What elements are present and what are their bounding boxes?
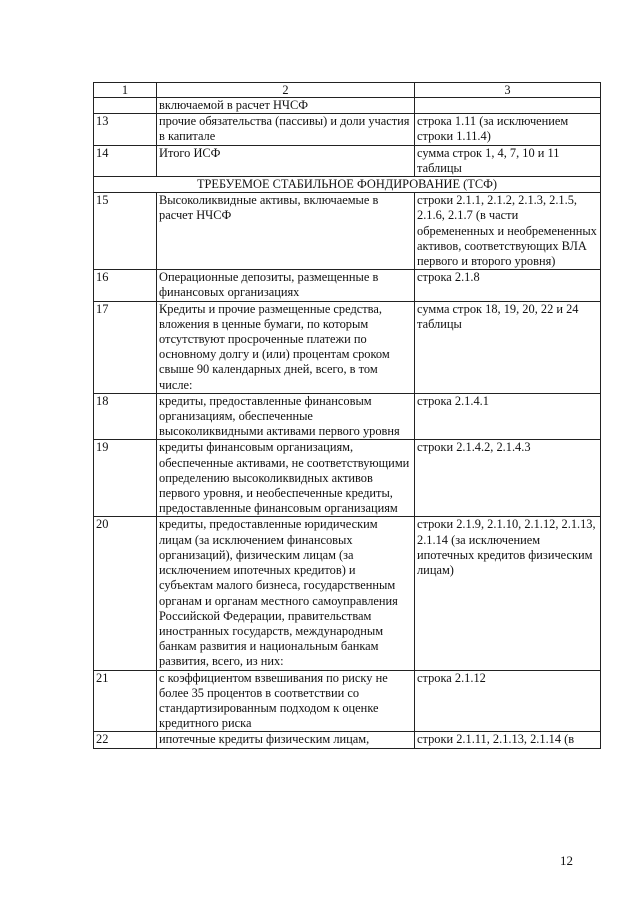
table-row — [94, 393, 601, 440]
source-cell: строка 2.1.4.1 — [415, 393, 601, 440]
table-row — [94, 517, 601, 670]
continuation-row — [94, 98, 601, 114]
table-row — [94, 301, 601, 393]
description-cell: ипотечные кредиты физическим лицам, — [157, 732, 415, 748]
row-number-cell: 22 — [94, 732, 157, 748]
description-cell: кредиты, предоставленные финансовым организациям, обеспеченные высоколиквидными активами первого уровня — [157, 393, 415, 440]
row-number-cell: 15 — [94, 193, 157, 270]
row-number-cell: 20 — [94, 517, 157, 670]
description-cell: с коэффициентом взвешивания по риску не более 35 процентов в соответствии со стандартизированным подходом к оценке кредитного риска — [157, 670, 415, 732]
description-cell: кредиты финансовым организациям, обеспеченные активами, не соответствующими определению высоколиквидных активов первого уровня, и необеспеченные кредиты, предоставленные финансовым организациям — [157, 440, 415, 517]
table-row — [94, 270, 601, 301]
source-cell — [415, 98, 601, 114]
description-cell: кредиты, предоставленные юридическим лицам (за исключением финансовых организаций), физическим лицам (за исключением ипотечных кредитов) и субъектам малого бизнеса, государственным органам и органам местного самоуправления Российской Федерации, правительствам иностранных государств, международным банкам развития и национальным банкам развития, всего, из них: — [157, 517, 415, 670]
source-cell: сумма строк 18, 19, 20, 22 и 24 таблицы — [415, 301, 601, 393]
section-header-row — [94, 177, 601, 193]
source-cell: строка 2.1.12 — [415, 670, 601, 732]
source-cell: строки 2.1.9, 2.1.10, 2.1.12, 2.1.13, 2.1.14 (за исключением ипотечных кредитов физическим лицам) — [415, 517, 601, 670]
row-number-cell: 16 — [94, 270, 157, 301]
table-row — [94, 732, 601, 748]
row-number-cell: 17 — [94, 301, 157, 393]
table-header-row — [94, 83, 601, 98]
source-cell: строка 1.11 (за исключением строки 1.11.4) — [415, 114, 601, 145]
table-row — [94, 193, 601, 270]
header-cell: 3 — [415, 83, 601, 98]
table-row — [94, 440, 601, 517]
row-number-cell: 21 — [94, 670, 157, 732]
description-cell: Операционные депозиты, размещенные в финансовых организациях — [157, 270, 415, 301]
row-number-cell: 13 — [94, 114, 157, 145]
row-number-cell: 18 — [94, 393, 157, 440]
table-row — [94, 114, 601, 145]
row-number-cell: 19 — [94, 440, 157, 517]
source-cell: сумма строк 1, 4, 7, 10 и 11 таблицы — [415, 145, 601, 176]
header-cell: 2 — [157, 83, 415, 98]
header-cell: 1 — [94, 83, 157, 98]
table-row — [94, 145, 601, 176]
description-cell: включаемой в расчет НЧСФ — [157, 98, 415, 114]
source-cell: строка 2.1.8 — [415, 270, 601, 301]
section-title: ТРЕБУЕМОЕ СТАБИЛЬНОЕ ФОНДИРОВАНИЕ (ТСФ) — [94, 177, 601, 193]
description-cell: Итого ИСФ — [157, 145, 415, 176]
source-cell: строки 2.1.1, 2.1.2, 2.1.3, 2.1.5, 2.1.6, 2.1.7 (в части обремененных и необремененных активов, соответствующих ВЛА первого и второго уровня) — [415, 193, 601, 270]
data-table — [93, 82, 601, 749]
row-number-cell — [94, 98, 157, 114]
source-cell: строки 2.1.11, 2.1.13, 2.1.14 (в — [415, 732, 601, 748]
row-number-cell: 14 — [94, 145, 157, 176]
description-cell: Высоколиквидные активы, включаемые в расчет НЧСФ — [157, 193, 415, 270]
description-cell: Кредиты и прочие размещенные средства, вложения в ценные бумаги, по которым отсутствуют просроченные платежи по основному долгу и (или) процентам сроком свыше 90 календарных дней, всего, в том числе: — [157, 301, 415, 393]
table-row — [94, 670, 601, 732]
page-number: 12 — [560, 853, 573, 868]
source-cell: строки 2.1.4.2, 2.1.4.3 — [415, 440, 601, 517]
description-cell: прочие обязательства (пассивы) и доли участия в капитале — [157, 114, 415, 145]
